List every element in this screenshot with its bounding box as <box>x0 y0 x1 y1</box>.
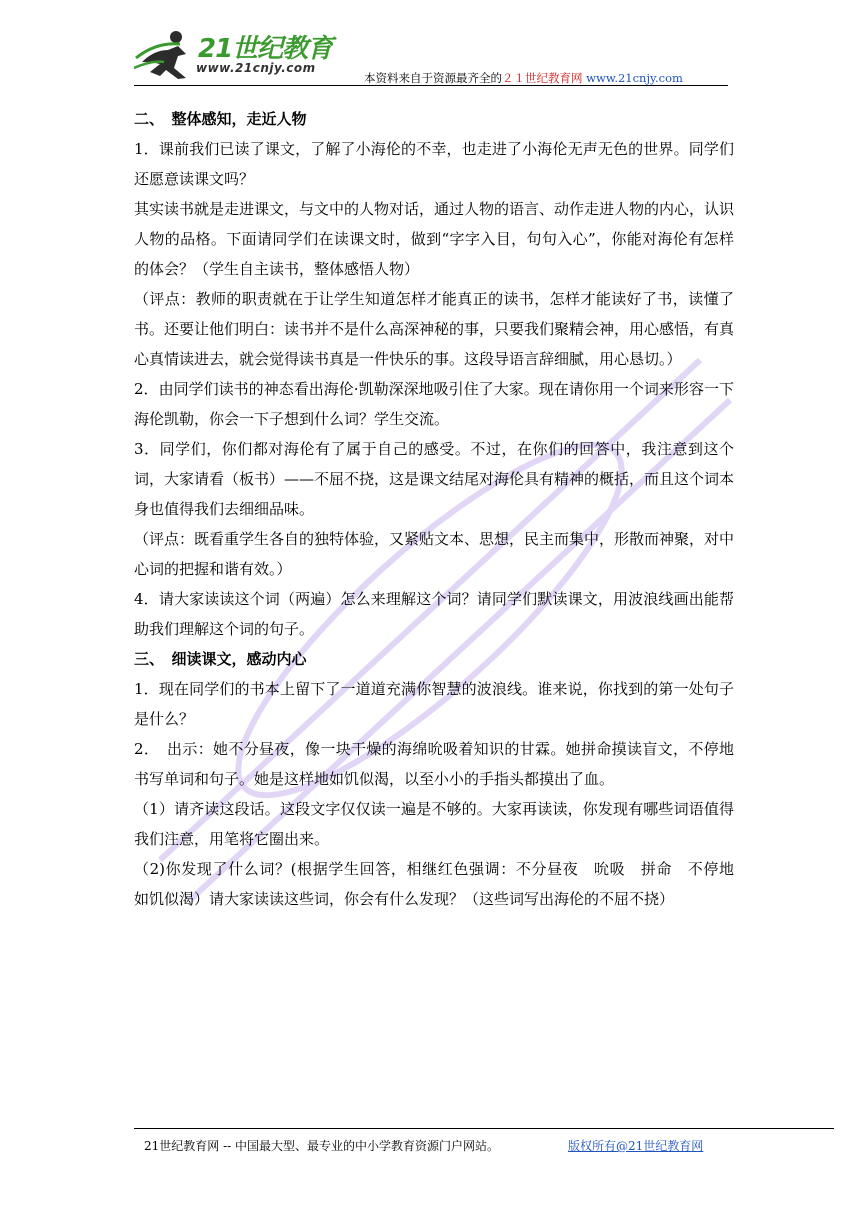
paragraph: 4．请大家读读这个词（两遍）怎么来理解这个词？请同学们默读课文，用波浪线画出能帮助我们理解这个词的句子。 <box>134 590 734 638</box>
paragraph: （2)你发现了什么词？(根据学生回答，相继红色强调：不分昼夜 吮吸 拼命 不停地 如饥似渴）请大家读读这些词，你会有什么发现？（这些词写出海伦的不屈不挠） <box>134 860 750 908</box>
copyright-link[interactable]: 版权所有@21世纪教育网 <box>568 1139 704 1153</box>
footer-text: 21世纪教育网 -- 中国最大型、最专业的中小学教育资源门户网站。 <box>144 1139 500 1153</box>
slogan-url-link[interactable]: www.21cnjy.com <box>586 71 683 85</box>
paragraph: 1．现在同学们的书本上留下了一道道充满你智慧的波浪线。谁来说，你找到的第一处句子是什么？ <box>134 680 734 728</box>
footer-divider <box>134 1128 834 1129</box>
runner-logo-icon <box>134 28 198 80</box>
logo-url-text: www.21cnjy.com <box>196 61 316 75</box>
section-heading-3: 三、 细读课文，感动内心 <box>134 650 307 668</box>
header-divider <box>134 85 728 86</box>
section-heading-2: 二、 整体感知，走近人物 <box>134 110 307 128</box>
site-logo[interactable] <box>134 28 344 82</box>
paragraph: 其实读书就是走进课文，与文中的人物对话，通过人物的语言、动作走进人物的内心，认识人物的品格。下面请同学们在读课文时，做到“字字入目，句句入心”，你能对海伦有怎样的体会？（学生自主读书，整体感悟人物） <box>134 200 735 278</box>
slogan-site-name[interactable]: ２１世纪教育网 <box>502 71 583 85</box>
logo-brand-text: 21世纪教育 <box>198 34 333 64</box>
document-body <box>134 104 750 914</box>
slogan-prefix: 本资料来自于资源最齐全的 <box>364 71 502 85</box>
paragraph: （1）请齐读这段话。这段文字仅仅读一遍是不够的。大家再读读，你发现有哪些词语值得我们注意，用笔将它圈出来。 <box>134 800 734 848</box>
paragraph: 2． 出示：她不分昼夜，像一块干燥的海绵吮吸着知识的甘霖。她拼命摸读盲文，不停地书写单词和句子。她是这样地如饥似渴，以至小小的手指头都摸出了血。 <box>134 740 734 788</box>
page-header <box>0 0 860 90</box>
comment-paragraph: （评点：教师的职责就在于让学生知道怎样才能真正的读书，怎样才能读好了书，读懂了书。还要让他们明白：读书并不是什么高深神秘的事，只要我们聚精会神，用心感悟，有真心真情读进去，就会觉得读书真是一件快乐的事。这段导语言辞细腻，用心恳切。） <box>134 290 735 368</box>
paragraph: 3．同学们，你们都对海伦有了属于自己的感受。不过，在你们的回答中，我注意到这个词，大家请看（板书）——不屈不挠，这是课文结尾对海伦具有精神的概括，而且这个词本身也值得我们去细细品味。 <box>134 440 735 518</box>
comment-paragraph: （评点：既看重学生各自的独特体验，又紧贴文本、思想，民主而集中，形散而神聚，对中心词的把握和谐有效。） <box>134 530 735 578</box>
header-slogan <box>364 70 683 86</box>
paragraph: 1．课前我们已读了课文，了解了小海伦的不幸，也走进了小海伦无声无色的世界。同学们还愿意读课文吗？ <box>134 140 734 188</box>
paragraph: 2．由同学们读书的神态看出海伦·凯勒深深地吸引住了大家。现在请你用一个词来形容一下海伦凯勒，你会一下子想到什么词？学生交流。 <box>134 380 734 428</box>
